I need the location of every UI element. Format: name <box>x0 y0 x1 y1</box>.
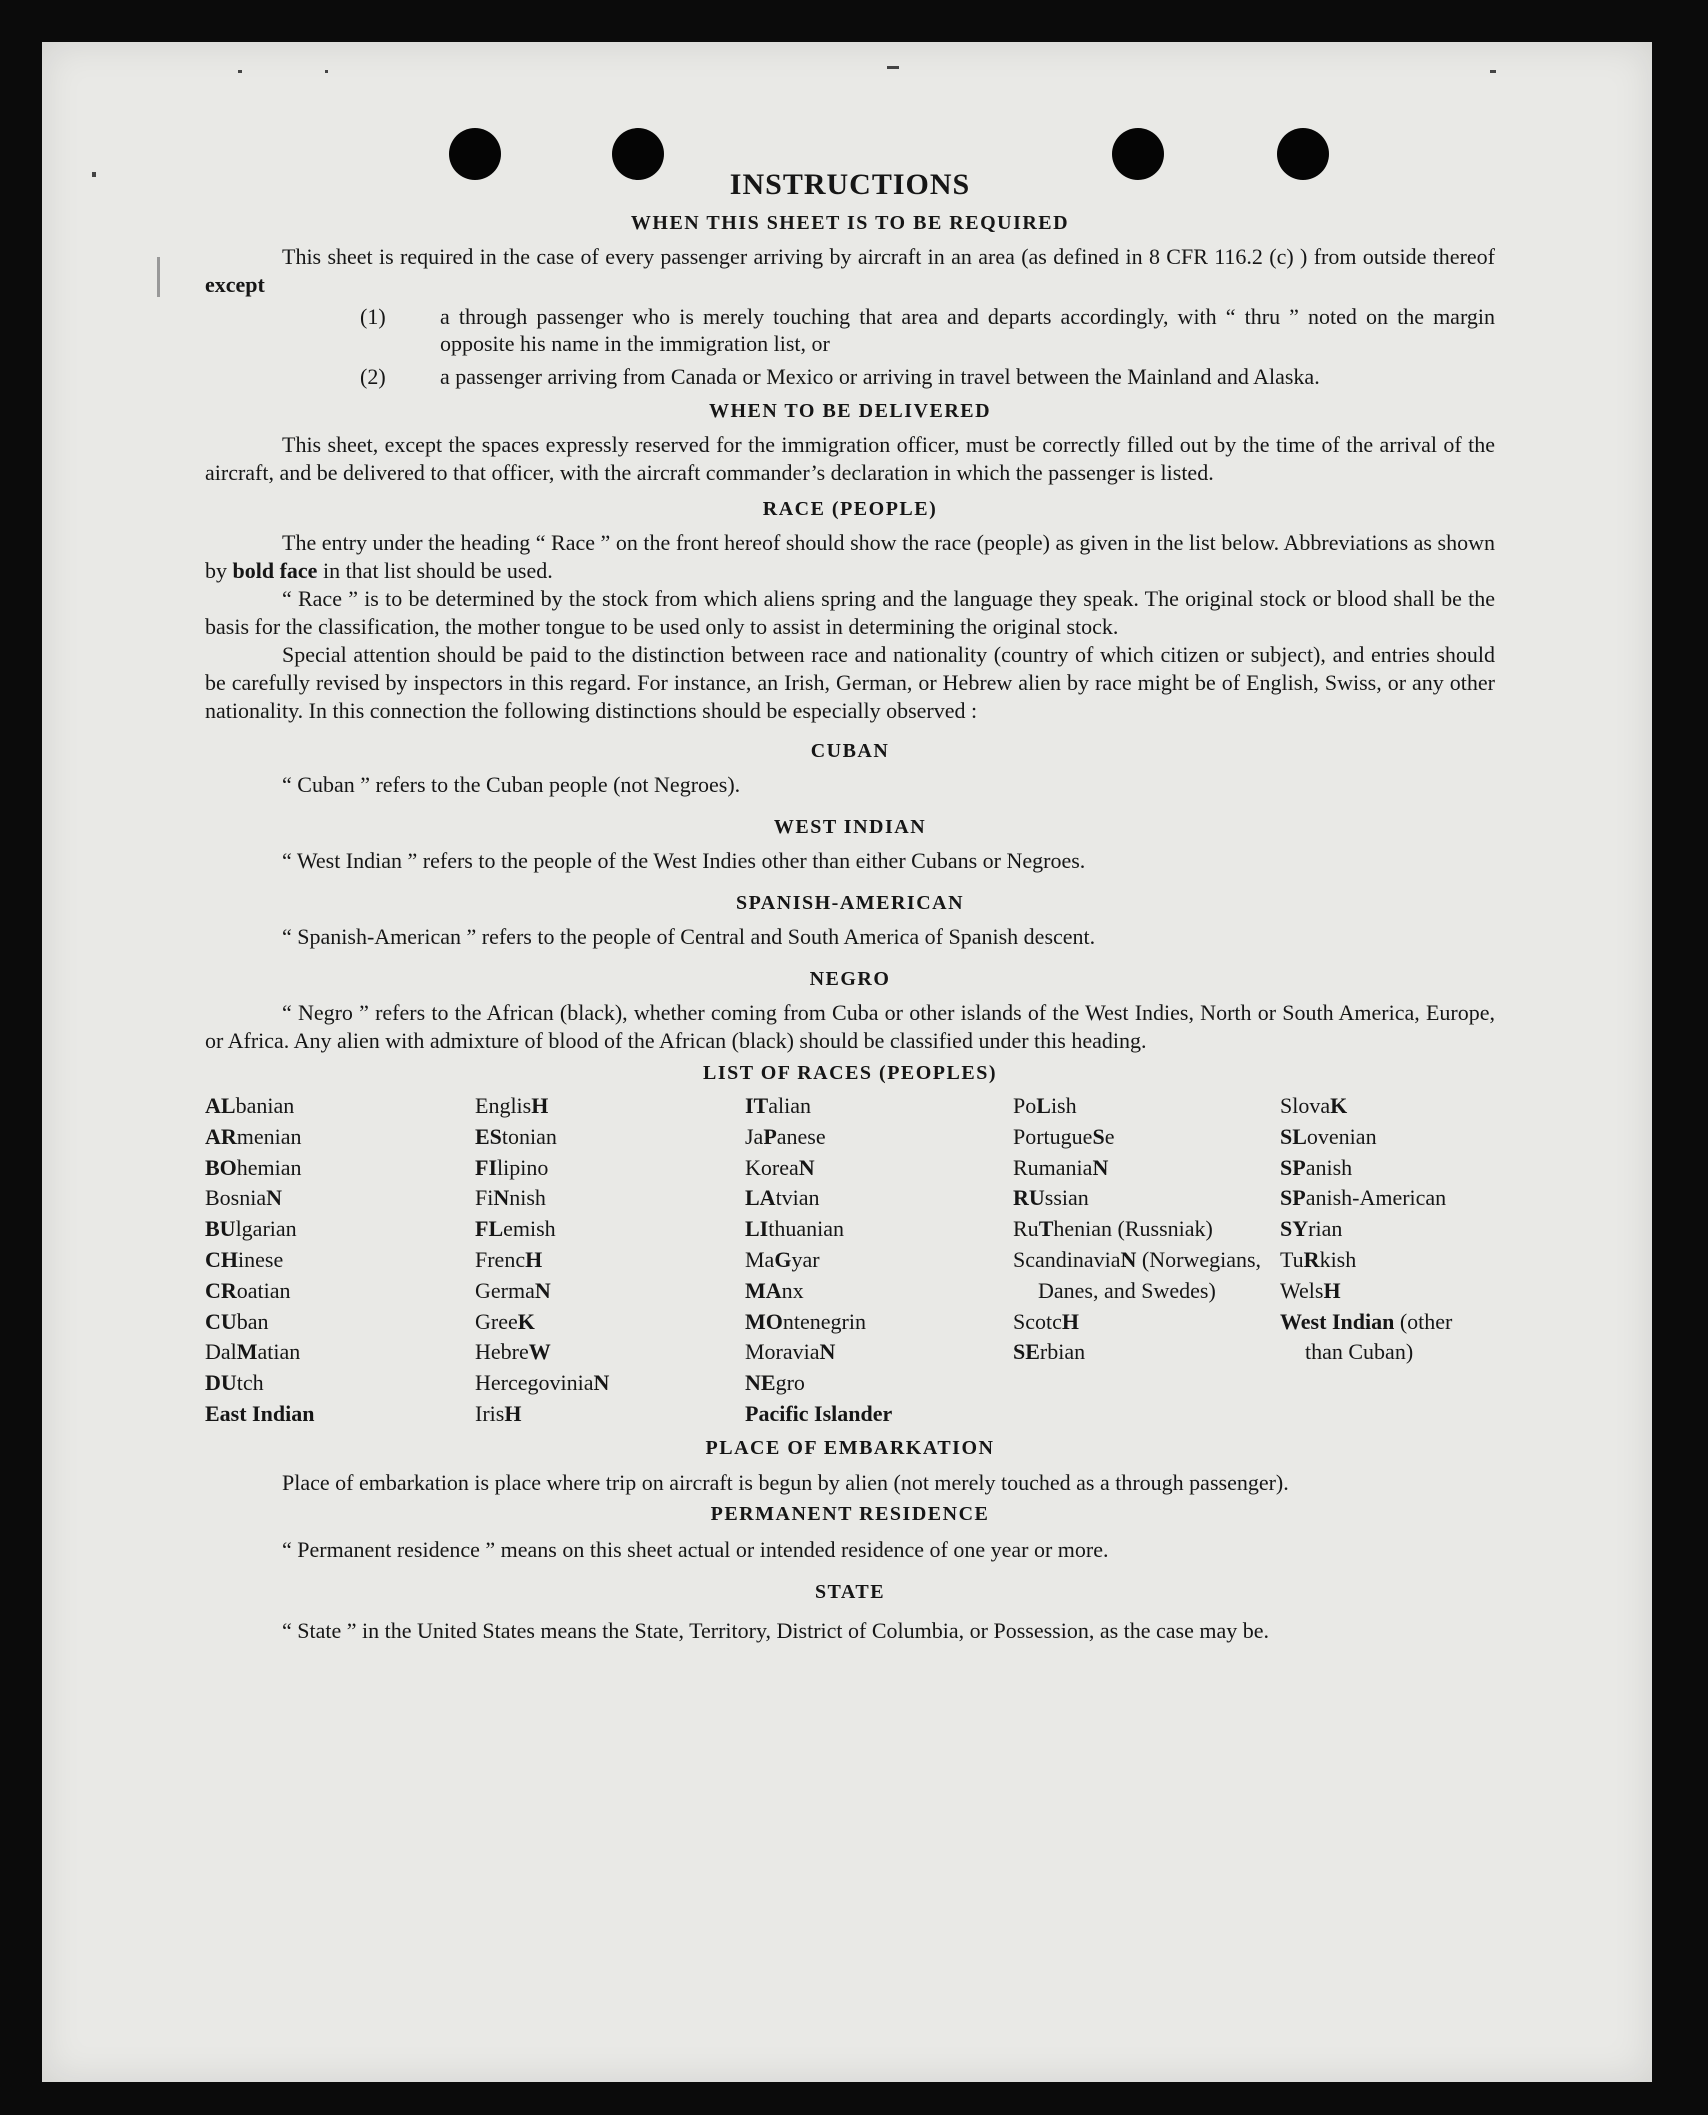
race-entry: SPanish <box>1280 1154 1353 1180</box>
race-entry: ARmenian <box>205 1123 302 1149</box>
race-entry: BOhemian <box>205 1154 302 1180</box>
page-title: INSTRUCTIONS <box>729 168 971 201</box>
race-entry: GermaN <box>475 1277 551 1303</box>
section-heading-delivered: WHEN TO BE DELIVERED <box>708 400 992 422</box>
race-column <box>475 1091 745 1430</box>
race-entry: RUssian <box>1013 1185 1089 1211</box>
race-entry: MOntenegrin <box>745 1308 866 1334</box>
instructions-content <box>205 165 1495 1648</box>
race-entry: FIlipino <box>475 1154 549 1180</box>
race-entry: PoLish <box>1013 1093 1077 1118</box>
race-entry: ITalian <box>745 1093 812 1118</box>
race-entry: BosniaN <box>205 1185 283 1211</box>
race-entry: KoreaN <box>745 1154 815 1180</box>
spanish-american-text: “ Spanish-American ” refers to the people of Central and South America of Spanish descent. <box>282 924 1096 949</box>
item-number: (1) <box>360 304 386 329</box>
race-entry: TuRkish <box>1280 1246 1357 1272</box>
item-number: (2) <box>360 364 386 389</box>
section-heading-list-of-races: LIST OF RACES (PEOPLES) <box>702 1062 997 1084</box>
race-entry: SYrian <box>1280 1216 1343 1242</box>
race-entry: LAtvian <box>745 1185 820 1211</box>
race-entry: EStonian <box>475 1123 557 1149</box>
race-entry: DalMatian <box>205 1339 301 1365</box>
race-entry: East Indian <box>205 1400 315 1426</box>
race-entry: RuThenian (Russniak) <box>1013 1216 1213 1242</box>
race-column <box>205 1091 475 1430</box>
race-entry: SPanish-American <box>1280 1185 1447 1211</box>
race-p1-text: The entry under the heading “ Race ” on the front hereof should show the race (people) as given in the list below. Abbreviations as shown by <box>205 530 1495 583</box>
race-column <box>1280 1091 1495 1430</box>
item-text: a through passenger who is merely touching that area and departs accordingly, with “ thru ” noted on the margin opposite his name in the immigration list, or <box>440 304 1495 356</box>
race-entry: MoraviaN <box>745 1339 836 1365</box>
race-paragraph-2: “ Race ” is to be determined by the stock from which aliens spring and the language they speak. The original stock or blood shall be the basis for the classification, the mother tongue to be used only to assist in determining the original stock. <box>205 586 1495 639</box>
race-p1-bold: bold face <box>232 558 318 583</box>
section-heading-race: RACE (PEOPLE) <box>762 498 938 520</box>
race-paragraph-1 <box>205 529 1495 585</box>
race-entry: CRoatian <box>205 1277 291 1303</box>
race-entry: BUlgarian <box>205 1216 297 1242</box>
race-entry: IrisH <box>475 1400 522 1426</box>
race-entry: MaGyar <box>745 1246 820 1272</box>
section-heading-residence: PERMANENT RESIDENCE <box>710 1502 990 1525</box>
required-item-1 <box>205 303 1495 357</box>
race-entry: ScotcH <box>1013 1308 1080 1334</box>
race-entry: SlovaK <box>1280 1093 1348 1118</box>
scan-speck <box>887 66 899 69</box>
race-entry: FrencH <box>475 1246 543 1272</box>
race-entry: FiNnish <box>475 1185 546 1211</box>
race-entry: MAnx <box>745 1277 804 1303</box>
west-indian-text: “ West Indian ” refers to the people of the West Indies other than either Cubans or Negroes. <box>282 848 1086 873</box>
section-heading-negro: NEGRO <box>809 968 891 990</box>
race-entry: PortugueSe <box>1013 1123 1115 1149</box>
race-entry: RumaniaN <box>1013 1154 1109 1180</box>
section-heading-cuban: CUBAN <box>810 740 890 762</box>
race-entry: GreeK <box>475 1308 535 1334</box>
cuban-text: “ Cuban ” refers to the Cuban people (not Negroes). <box>282 772 741 797</box>
race-entry: SLovenian <box>1280 1123 1377 1149</box>
race-entry: NEgro <box>745 1370 805 1396</box>
state-text: “ State ” in the United States means the State, Territory, District of Columbia, or Possession, as the case may be. <box>282 1617 1270 1643</box>
scan-speck <box>1490 70 1496 73</box>
section-heading-state: STATE <box>814 1580 886 1603</box>
scan-speck <box>157 257 160 297</box>
race-entry: HercegoviniaN <box>475 1370 610 1396</box>
required-intro-text: This sheet is required in the case of every passenger arriving by aircraft in an area (as defined in 8 CFR 116.2 (c) ) from outside thereof <box>282 244 1495 269</box>
required-item-2 <box>205 363 1495 390</box>
race-entry: DUtch <box>205 1370 264 1396</box>
race-list <box>205 1091 1495 1430</box>
scan-speck <box>92 172 96 177</box>
negro-text: “ Negro ” refers to the African (black), whether coming from Cuba or other islands of the West Indies, North or South America, Europe, or Africa. Any alien with admixture of blood of the African (black) should be classified under this heading. <box>205 1000 1495 1053</box>
section-heading-required: WHEN THIS SHEET IS TO BE REQUIRED <box>630 212 1070 234</box>
race-entry: ALbanian <box>205 1093 295 1118</box>
race-entry: SErbian <box>1013 1339 1086 1365</box>
required-intro-bold: except <box>205 272 265 297</box>
race-entry: HebreW <box>475 1339 551 1365</box>
race-entry: Pacific Islander <box>745 1400 893 1426</box>
item-text: a passenger arriving from Canada or Mexico or arriving in travel between the Mainland and Alaska. <box>440 364 1320 389</box>
race-entry: LIthuanian <box>745 1216 845 1242</box>
delivered-text: This sheet, except the spaces expressly reserved for the immigration officer, must be correctly filled out by the time of the arrival of the aircraft, and be delivered to that officer, with the aircraft commander’s declaration in which the passenger is listed. <box>205 432 1495 485</box>
race-entry: EnglisH <box>475 1093 549 1118</box>
race-entry: West Indian (other than Cuban) <box>1280 1308 1453 1365</box>
scan-speck <box>238 70 242 73</box>
required-intro <box>205 243 1495 299</box>
section-heading-spanish-american: SPANISH-AMERICAN <box>735 892 965 914</box>
race-entry: CHinese <box>205 1246 284 1272</box>
embarkation-text: Place of embarkation is place where trip on aircraft is begun by alien (not merely touched as a through passenger). <box>282 1469 1289 1495</box>
race-paragraph-3: Special attention should be paid to the distinction between race and nationality (country of which citizen or subject), and entries should be carefully revised by inspectors in this regard. For instance, an Irish, German, or Hebrew alien by race might be of English, Swiss, or any other nationality. In this connection the following distinctions should be especially observed : <box>205 642 1495 723</box>
race-entry: ScandinaviaN (Norwegians, Danes, and Swedes) <box>1013 1246 1262 1303</box>
residence-text: “ Permanent residence ” means on this sheet actual or intended residence of one year or more. <box>282 1536 1109 1562</box>
race-p1-post: in that list should be used. <box>317 558 553 583</box>
section-heading-embarkation: PLACE OF EMBARKATION <box>705 1436 995 1459</box>
race-column <box>745 1091 1013 1430</box>
race-entry: WelsH <box>1280 1277 1341 1303</box>
scan-speck <box>325 70 328 73</box>
race-entry: JaPanese <box>745 1123 826 1149</box>
section-heading-west-indian: WEST INDIAN <box>773 816 927 838</box>
race-entry: CUban <box>205 1308 269 1334</box>
race-entry: FLemish <box>475 1216 556 1242</box>
race-column <box>1013 1091 1280 1430</box>
